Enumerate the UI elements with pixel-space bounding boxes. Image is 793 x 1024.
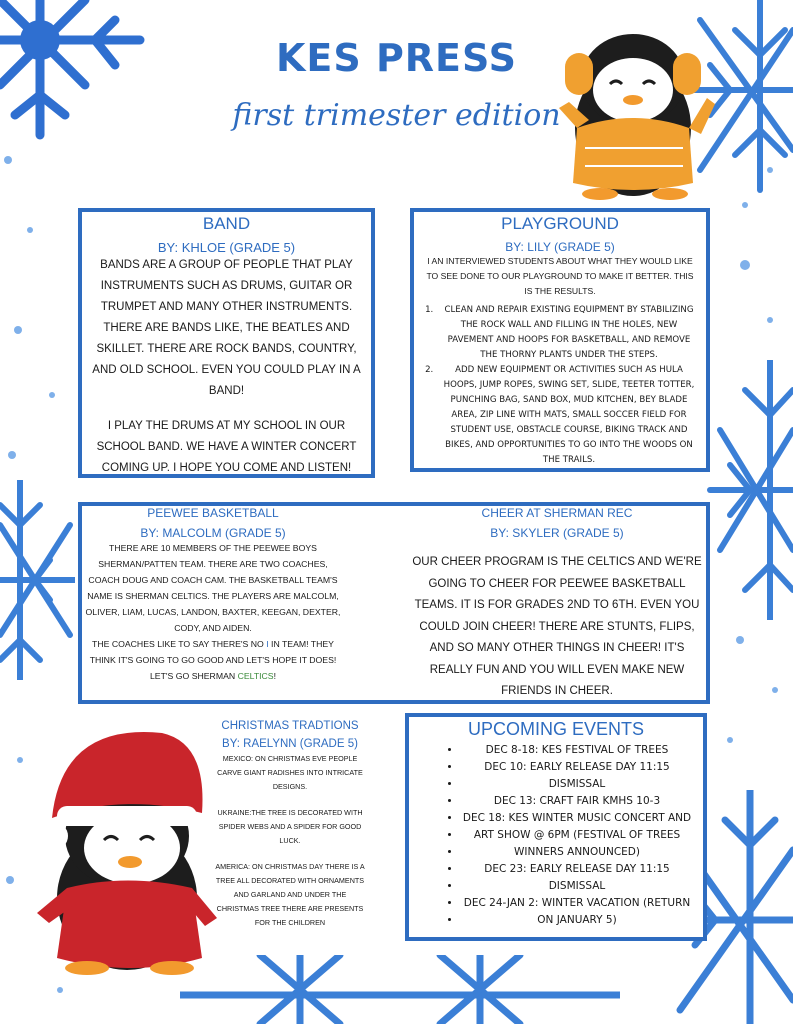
list-item: • DEC 18: KES WINTER MUSIC CONCERT AND xyxy=(461,810,693,827)
basketball-heading: PEEWEE BASKETBALL xyxy=(147,506,279,520)
band-paragraph-2: I PLAY THE DRUMS AT MY SCHOOL IN OUR SCHOOL BAND. WE HAVE A WINTER CONCERT COMING UP. I HOPE YOU COME AND LISTEN! xyxy=(96,420,357,474)
list-item: • DISMISSAL xyxy=(461,776,693,793)
cheer-byline: BY: SKYLER (GRADE 5) xyxy=(490,526,624,540)
list-item: • ART SHOW @ 6PM (FESTIVAL OF TREES xyxy=(461,827,693,844)
basketball-paragraph-3: LET'S GO SHERMAN CELTICS! xyxy=(149,671,277,681)
band-byline: BY: KHLOE (GRADE 5) xyxy=(157,240,296,255)
playground-byline: BY: LILY (GRADE 5) xyxy=(505,240,615,254)
events-box xyxy=(405,713,707,941)
playground-list xyxy=(414,303,706,468)
list-item: • ON JANUARY 5) xyxy=(461,912,693,929)
list-item: • DISMISSAL xyxy=(461,878,693,895)
christmas-paragraph-2: UKRAINE:THE TREE IS DECORATED WITH SPIDER WEBS AND A SPIDER FOR GOOD LUCK. xyxy=(217,808,363,845)
christmas-paragraph-3: AMERICA: ON CHRISTMAS DAY THERE IS A TREE ALL DECORATED WITH ORNAMENTS AND GARLAND AND UNDER THE CHRISTMAS TREE THERE ARE PRESENTS FOR THE CHILDREN xyxy=(215,862,365,927)
events-list xyxy=(409,742,703,929)
band-article xyxy=(78,208,375,478)
list-item: 2. ADD NEW EQUIPMENT OR ACTIVITIES SUCH AS HULA HOOPS, JUMP ROPES, SWING SET, SLIDE, TEETER TOTTER, PUNCHING BAG, SAND BOX, MUD KITCHEN, BEY BLADE AREA, ZIP LINE WITH MATS, SMALL SOCCER FIELD FOR STUDENT USE, OBSTACLE COURSE, BIKING TRACK AND BIKES, AND OPPORTUNITIES TO GO INTO THE WOODS ON THE TRAILS. xyxy=(436,363,700,468)
page-subtitle: first trimester edition xyxy=(232,98,561,133)
christmas-paragraph-1: MEXICO: ON CHRISTMAS EVE PEOPLE CARVE GIANT RADISHES INTO INTRICATE DESIGNS. xyxy=(217,754,363,791)
events-heading: UPCOMING EVENTS xyxy=(467,719,645,739)
christmas-heading: CHRISTMAS TRADTIONS xyxy=(221,720,359,732)
cheer-heading: CHEER AT SHERMAN REC xyxy=(481,506,633,520)
playground-article xyxy=(410,208,710,472)
basketball-byline: BY: MALCOLM (GRADE 5) xyxy=(140,526,286,540)
sports-section xyxy=(78,502,710,704)
christmas-byline: BY: RAELYNN (GRADE 5) xyxy=(222,738,358,750)
basketball-article xyxy=(82,506,344,684)
band-paragraph-1: BANDS ARE A GROUP OF PEOPLE THAT PLAY INSTRUMENTS SUCH AS DRUMS, GUITAR OR TRUMPET AND MANY OTHER INSTRUMENTS. THERE ARE BANDS LIKE, THE BEATLES AND SKILLET. THERE ARE ROCK BANDS, COUNTRY, AND OLD SCHOOL. EVEN YOU COULD PLAY IN A BAND! xyxy=(92,259,361,397)
playground-heading: PLAYGROUND xyxy=(501,214,619,233)
cheer-paragraph: OUR CHEER PROGRAM IS THE CELTICS AND WE'RE GOING TO CHEER FOR PEEWEE BASKETBALL TEAMS. IT IS FOR GRADES 2ND TO 6TH. EVEN YOU COULD JOIN CHEER! THERE ARE STUNTS, FLIPS, AND SO MANY OTHER THINGS IN CHEER! IT'S REALLY FUN AND YOU WILL EVEN MAKE NEW FRIENDS IN CHEER. xyxy=(412,556,702,697)
band-heading: BAND xyxy=(202,214,251,233)
penguin-santa-hat-icon xyxy=(32,718,222,978)
list-item: • DEC 13: CRAFT FAIR KMHS 10-3 xyxy=(461,793,693,810)
list-item: • WINNERS ANNOUNCED) xyxy=(461,844,693,861)
cheer-article xyxy=(412,506,702,703)
basketball-paragraph-1: THERE ARE 10 MEMBERS OF THE PEEWEE BOYS SHERMAN/PATTEN TEAM. THERE ARE TWO COACHES, COACH DOUG AND COACH CAM. THE BASKETBALL TEAM'S NAME IS SHERMAN CELTICS. THE PLAYERS ARE MALCOLM, OLIVER, LIAM, LUCAS, LANDON, BAXTER, KEEGAN, DEXTER, CODY, AND AIDEN. xyxy=(85,543,341,633)
list-item: 1. CLEAN AND REPAIR EXISTING EQUIPMENT BY STABILIZING THE ROCK WALL AND FILLING IN THE HOLES, NEW PAVEMENT AND HOOPS FOR BASKETBALL, AND REMOVE THE THORNY PLANTS UNDER THE STEPS. xyxy=(436,303,700,363)
basketball-paragraph-2: THE COACHES LIKE TO SAY THERE'S NO I IN TEAM! THEY THINK IT'S GOING TO GO GOOD AND LET'S HOPE IT DOES! xyxy=(89,639,337,665)
christmas-article xyxy=(215,720,365,930)
list-item: • DEC 23: EARLY RELEASE DAY 11:15 xyxy=(461,861,693,878)
page-title: KES PRESS xyxy=(275,36,518,80)
list-item: • DEC 8-18: KES FESTIVAL OF TREES xyxy=(461,742,693,759)
list-item: • DEC 24-JAN 2: WINTER VACATION (RETURN xyxy=(461,895,693,912)
list-item: • DEC 10: EARLY RELEASE DAY 11:15 xyxy=(461,759,693,776)
playground-intro: I AN INTERVIEWED STUDENTS ABOUT WHAT THEY WOULD LIKE TO SEE DONE TO OUR PLAYGROUND TO MAKE IT BETTER. THIS IS THE RESULTS. xyxy=(426,256,694,296)
